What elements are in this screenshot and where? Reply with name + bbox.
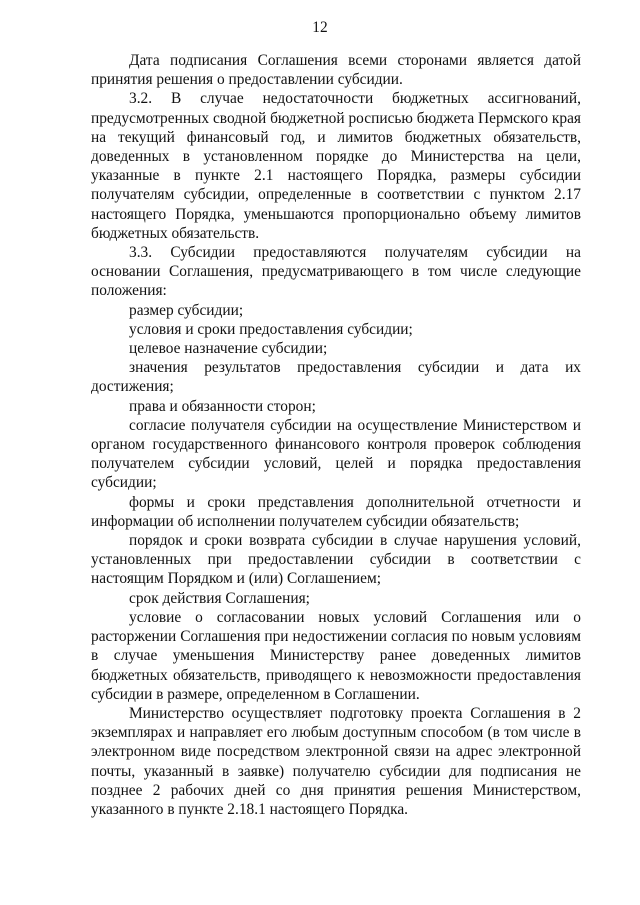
list-item-consent-inspections: согласие получателя субсидии на осуществление Министерством и органом государственного финансового контроля проверок соблюдения получателем субсидии условий, целей и порядка предоставления субсидии;	[91, 416, 581, 492]
paragraph-3-3: 3.3. Субсидии предоставляются получателям субсидии на основании Соглашения, предусматривающего в том числе следующие положения:	[91, 244, 581, 300]
list-item-rights-obligations: права и обязанности сторон;	[129, 397, 316, 415]
list-item-agreement-term: срок действия Соглашения;	[129, 589, 310, 607]
paragraph-ministry-preparation: Министерство осуществляет подготовку проекта Соглашения в 2 экземплярах и направляет его любым доступным способом (в том числе в электронном виде посредством электронной связи на адрес электронной почты, указанный в заявке) получателю субсидии для подписания не позднее 2 рабочих дней со дня принятия решения Министерством, указанного в пункте 2.18.1 настоящего Порядка.	[91, 704, 581, 818]
list-item-subsidy-size: размер субсидии;	[129, 301, 244, 319]
paragraph-signing-date: Дата подписания Соглашения всеми сторонами является датой принятия решения о предоставлении субсидии.	[91, 52, 581, 89]
list-item-reporting-forms: формы и сроки представления дополнительной отчетности и информации об исполнении получателем субсидии обязательств;	[91, 493, 581, 530]
list-item-results-values: значения результатов предоставления субсидии и дата их достижения;	[91, 359, 581, 396]
list-item-conditions-terms: условия и сроки предоставления субсидии;	[129, 320, 413, 338]
list-item-refund-procedure: порядок и сроки возврата субсидии в случае нарушения условий, установленных при предоставлении субсидии в соответствии с настоящим Порядком и (или) Соглашением;	[91, 532, 581, 588]
document-body	[91, 51, 581, 819]
list-item-purpose: целевое назначение субсидии;	[129, 340, 328, 358]
page-number: 12	[312, 19, 328, 36]
list-item-new-conditions: условие о согласовании новых условий Соглашения или о расторжении Соглашения при недостижении согласия по новым условиям в случае уменьшения Министерству ранее доведенных лимитов бюджетных обязательств, приводящего к невозможности предоставления субсидии в размере, определенном в Соглашении.	[91, 608, 581, 703]
paragraph-3-2: 3.2. В случае недостаточности бюджетных ассигнований, предусмотренных сводной бюджетной росписью бюджета Пермского края на текущий финансовый год, и лимитов бюджетных обязательств, доведенных в установленном порядке до Министерства на цели, указанные в пункте 2.1 настоящего Порядка, размеры субсидии получателям субсидии, определенные в соответствии с пунктом 2.17 настоящего Порядка, уменьшаются пропорционально объему лимитов бюджетных обязательств.	[91, 90, 581, 242]
